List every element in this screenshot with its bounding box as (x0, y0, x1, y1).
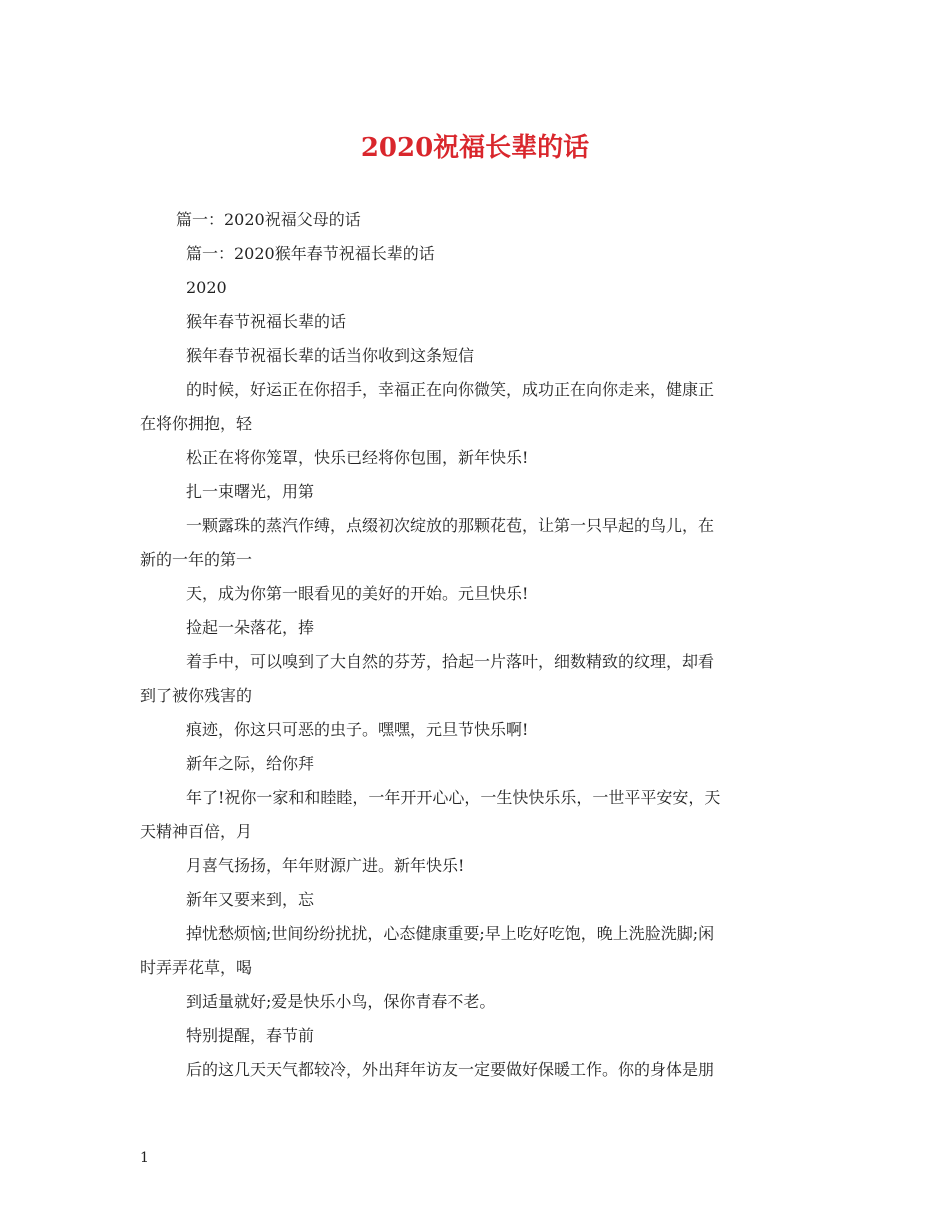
body-line: 掉忧愁烦恼;世间纷纷扰扰，心态健康重要;早上吃好吃饱，晚上洗脸洗脚;闲 (186, 924, 715, 943)
document-title: 2020祝福长辈的话 (360, 133, 590, 163)
body-line: 在将你拥抱，轻 (140, 414, 253, 433)
body-line: 一颗露珠的蒸汽作缚，点缀初次绽放的那颗花苞，让第一只早起的鸟儿，在 (186, 516, 715, 535)
body-line: 痕迹，你这只可恶的虫子。嘿嘿，元旦节快乐啊! (186, 720, 529, 739)
document-body (140, 203, 812, 1087)
body-line: 时弄弄花草，喝 (140, 958, 253, 977)
body-line: 月喜气扬扬，年年财源广进。新年快乐! (186, 856, 465, 875)
body-line: 扎一束曙光，用第 (186, 482, 315, 501)
body-line: 新年又要来到，忘 (186, 890, 315, 909)
body-line: 年了!祝你一家和和睦睦，一年开开心心，一生快快乐乐，一世平平安安，天 (186, 788, 721, 807)
body-line: 特别提醒，春节前 (186, 1026, 315, 1045)
body-line: 到适量就好;爱是快乐小鸟，保你青春不老。 (186, 992, 496, 1011)
body-line: 捡起一朵落花，捧 (186, 618, 315, 637)
body-line: 着手中，可以嗅到了大自然的芬芳，拾起一片落叶，细数精致的纹理，却看 (186, 652, 715, 671)
body-line: 2020 (186, 278, 227, 297)
body-line: 后的这几天天气都较冷，外出拜年访友一定要做好保暖工作。你的身体是朋 (186, 1060, 715, 1079)
body-line: 到了被你残害的 (140, 686, 253, 705)
body-line: 篇一：2020猴年春节祝福长辈的话 (186, 244, 435, 263)
body-line: 松正在将你笼罩，快乐已经将你包围，新年快乐! (186, 448, 529, 467)
body-line: 天，成为你第一眼看见的美好的开始。元旦快乐! (186, 584, 529, 603)
body-line: 天精神百倍，月 (140, 822, 253, 841)
body-line: 的时候，好运正在你招手，幸福正在向你微笑，成功正在向你走来，健康正 (186, 380, 715, 399)
body-line: 猴年春节祝福长辈的话 (186, 312, 347, 331)
body-line: 猴年春节祝福长辈的话当你收到这条短信 (186, 346, 475, 365)
body-line: 新年之际，给你拜 (186, 754, 315, 773)
page-number: 1 (140, 1150, 149, 1166)
body-line: 篇一：2020祝福父母的话 (176, 210, 361, 229)
body-line: 新的一年的第一 (140, 550, 253, 569)
